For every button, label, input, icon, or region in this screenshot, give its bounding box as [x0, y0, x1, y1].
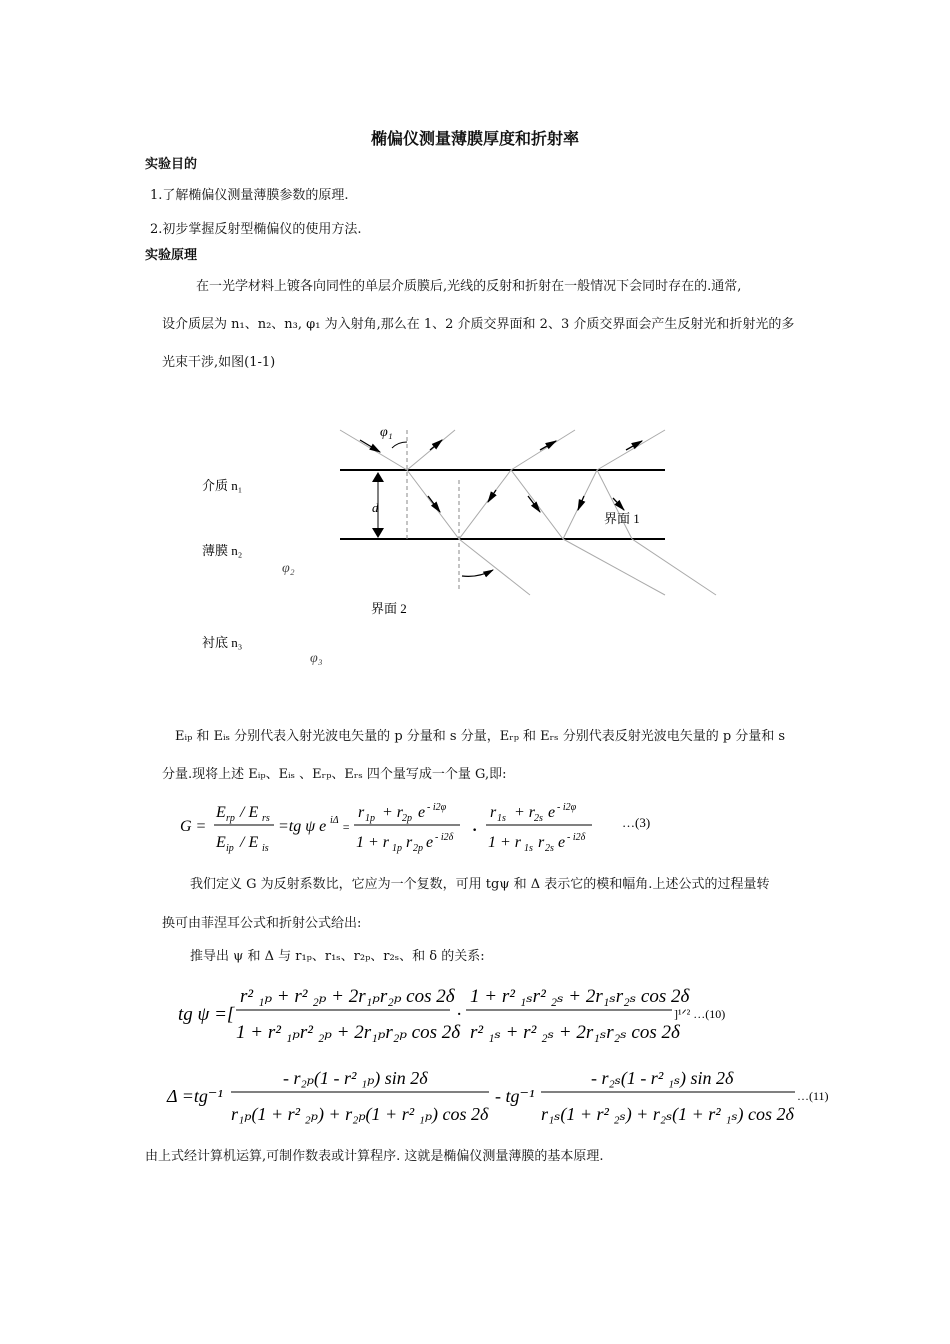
svg-text:=: =	[342, 820, 351, 834]
section-heading-principle: 实验原理	[145, 248, 198, 263]
phi1-label: φ₁	[380, 425, 393, 440]
svg-text:/ E: / E	[240, 804, 259, 821]
body-line-1: Eᵢₚ 和 Eᵢₛ 分别代表入射光波电矢量的 p 分量和 s 分量，Eᵣₚ 和 Eᵣₛ 分别代表反射光波电矢量的 p 分量和 s	[175, 729, 786, 744]
svg-text:E: E	[216, 804, 226, 821]
principle-line-2: 设介质层为 n₁、n₂、n₃, φ₁ 为入射角,那么在 1、2 介质交界面和 2、3 介质交界面会产生反射光和折射光的多	[162, 317, 795, 332]
reflected-arrow-2	[540, 441, 556, 450]
label-interface-1: 界面 1	[604, 511, 640, 526]
svg-text:ip: ip	[226, 843, 234, 854]
label-medium-n1: 介质 n₁	[202, 478, 243, 493]
svg-text:- i2δ: - i2δ	[435, 832, 454, 843]
svg-text:- tg⁻¹: - tg⁻¹	[495, 1086, 535, 1106]
purpose-item-1: 1.了解椭偏仪测量薄膜参数的原理.	[150, 188, 349, 203]
page-title: 椭偏仪测量薄膜厚度和折射率	[370, 129, 579, 148]
body-line-5: 推导出 ψ 和 Δ 与 r₁ₚ、r₁ₛ、r₂ₚ、r₂ₛ、和 δ 的关系:	[190, 949, 485, 964]
svg-text:/ E: / E	[240, 834, 259, 851]
svg-text:·: ·	[456, 1004, 463, 1025]
svg-text:+ r: + r	[382, 804, 404, 821]
equation-10-label: ]¹ᐟ² …(10)	[674, 1007, 726, 1021]
body-line-3: 我们定义 G 为反射系数比，它应为一个复数，可用 tgψ 和 Δ 表示它的模和幅角.上述公式的过程量转	[190, 877, 770, 892]
svg-text:r: r	[490, 804, 497, 821]
equation-3	[170, 795, 730, 857]
principle-line-1: 在一光学材料上镀各向同性的单层介质膜后,光线的反射和折射在一般情况下会同时存在的.通常,	[196, 279, 742, 294]
svg-text:2s: 2s	[534, 813, 543, 824]
svg-text:2p: 2p	[402, 813, 412, 824]
reflected-arrow-1	[430, 440, 442, 450]
svg-text:r: r	[358, 804, 365, 821]
svg-text:G =: G =	[180, 818, 207, 835]
label-film-n2: 薄膜 n₂	[202, 543, 243, 558]
svg-text:- r₂ₛ(1 - r² ₁ₛ) sin 2δ: - r₂ₛ(1 - r² ₁ₛ) sin 2δ	[591, 1068, 734, 1088]
svg-text:E: E	[216, 834, 226, 851]
svg-text:2p: 2p	[413, 843, 423, 854]
purpose-item-2: 2.初步掌握反射型椭偏仪的使用方法.	[150, 222, 362, 237]
incident-arrow	[360, 440, 380, 452]
svg-text:is: is	[262, 843, 269, 854]
equation-11-label: …(11)	[797, 1089, 829, 1103]
svg-text:rs: rs	[262, 813, 270, 824]
film-arrow-3	[528, 496, 540, 512]
svg-text:tg ψ =[: tg ψ =[	[178, 1004, 235, 1025]
film-arrow-2	[488, 490, 496, 502]
svg-text:1 + r² ₁ₚr² ₂ₚ + 2r₁ₚr₂ₚ cos 2: 1 + r² ₁ₚr² ₂ₚ + 2r₁ₚr₂ₚ cos 2δ	[236, 1022, 461, 1043]
svg-text:1p: 1p	[365, 813, 375, 824]
svg-text:1p: 1p	[392, 843, 402, 854]
svg-text:e: e	[418, 804, 426, 821]
svg-text:- r₂ₚ(1 - r² ₁ₚ) sin 2δ: - r₂ₚ(1 - r² ₁ₚ) sin 2δ	[283, 1068, 428, 1088]
svg-text:r² ₁ₛ + r² ₂ₛ + 2r₁ₛr₂ₛ cos 2δ: r² ₁ₛ + r² ₂ₛ + 2r₁ₛr₂ₛ cos 2δ	[470, 1022, 680, 1043]
svg-text:- i2φ: - i2φ	[427, 802, 447, 813]
svg-text:r: r	[538, 834, 545, 851]
svg-text:- i2δ: - i2δ	[567, 832, 586, 843]
thickness-label: d	[372, 500, 379, 515]
svg-text:Δ =tg⁻¹: Δ =tg⁻¹	[167, 1086, 223, 1106]
svg-text:1 + r: 1 + r	[356, 834, 390, 851]
incident-ray	[340, 430, 407, 470]
svg-text:e: e	[426, 834, 434, 851]
phi2-label: φ₂	[282, 561, 295, 576]
film-arrow-1	[428, 496, 440, 512]
svg-text:r₁ₚ(1 + r² ₂ₚ) + r₂ₚ(1 + r² ₁ₚ: r₁ₚ(1 + r² ₂ₚ) + r₂ₚ(1 + r² ₁ₚ) cos 2δ	[231, 1104, 489, 1124]
reflection-diagram	[0, 400, 950, 700]
svg-text:+ r: + r	[514, 804, 536, 821]
section-heading-purpose: 实验目的	[145, 157, 198, 172]
body-line-4: 换可由菲涅耳公式和折射公式给出:	[162, 916, 362, 931]
conclusion-line: 由上式经计算机运算,可制作数表或计算程序. 这就是椭偏仪测量薄膜的基本原理.	[145, 1149, 604, 1164]
svg-text:iΔ: iΔ	[330, 815, 339, 826]
svg-text:=tg ψ e: =tg ψ e	[278, 818, 327, 835]
svg-text:2s: 2s	[545, 843, 554, 854]
svg-text:r² ₁ₚ + r² ₂ₚ + 2r₁ₚr₂ₚ cos 2δ: r² ₁ₚ + r² ₂ₚ + 2r₁ₚr₂ₚ cos 2δ	[240, 986, 455, 1007]
film-arrow-4	[578, 496, 584, 510]
label-interface-2: 界面 2	[371, 601, 407, 616]
svg-text:1 + r: 1 + r	[488, 834, 522, 851]
svg-text:e: e	[548, 804, 556, 821]
equation-3-label: …(3)	[622, 815, 651, 830]
svg-text:·: ·	[472, 822, 478, 839]
svg-text:rp: rp	[226, 813, 235, 824]
svg-text:1s: 1s	[524, 843, 533, 854]
svg-text:e: e	[558, 834, 566, 851]
equation-11	[165, 1062, 845, 1134]
svg-text:- i2φ: - i2φ	[557, 802, 577, 813]
phi3-angle-arrow	[462, 570, 493, 576]
svg-text:1s: 1s	[497, 813, 506, 824]
body-line-2: 分量.现将上述 Eᵢₚ、Eᵢₛ 、Eᵣₚ、Eᵣₛ 四个量写成一个量 G,即:	[162, 767, 507, 782]
svg-text:1 + r² ₁ₛr² ₂ₛ + 2r₁ₛr₂ₛ cos 2: 1 + r² ₁ₛr² ₂ₛ + 2r₁ₛr₂ₛ cos 2δ	[470, 986, 690, 1007]
label-substrate-n3: 衬底 n₃	[202, 635, 243, 650]
svg-text:r: r	[406, 834, 413, 851]
equation-10	[170, 978, 770, 1050]
principle-line-3: 光束干涉,如图(1-1)	[162, 355, 276, 370]
svg-text:r₁ₛ(1 + r² ₂ₛ) + r₂ₛ(1 + r² ₁ₛ: r₁ₛ(1 + r² ₂ₛ) + r₂ₛ(1 + r² ₁ₛ) cos 2δ	[541, 1104, 794, 1124]
phi3-label: φ₃	[310, 651, 323, 666]
